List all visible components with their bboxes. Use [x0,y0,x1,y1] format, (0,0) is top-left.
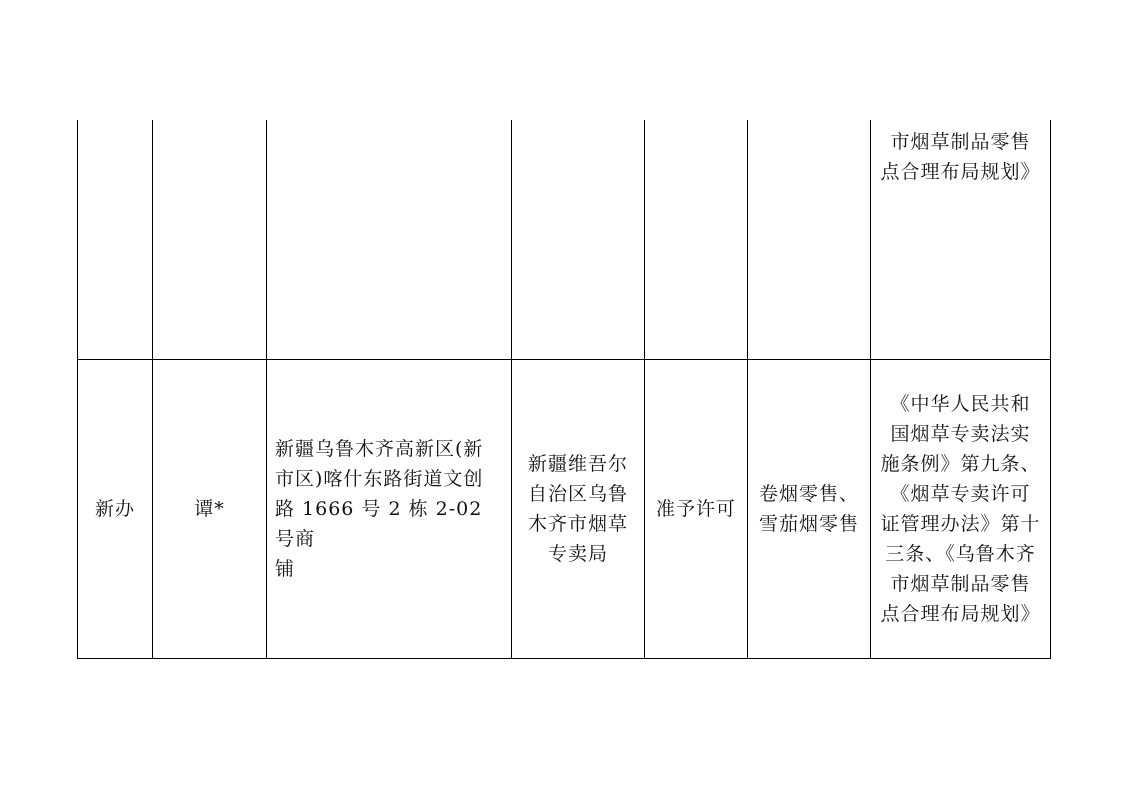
license-table [77,120,1051,659]
issuing-authority: 新疆维吾尔 自治区乌鲁 木齐市烟草 专卖局 [527,453,628,565]
table-border-right [1050,120,1051,659]
row2-type-cell [78,360,152,658]
application-type: 新办 [94,498,135,520]
table-border-bottom [77,658,1051,659]
row2-basis-cell [871,360,1050,658]
row2-authority-cell [512,360,644,658]
license-decision: 准予许可 [655,498,736,520]
row2-scope-cell [748,360,870,658]
row2-decision-cell [645,360,747,658]
applicant-name: 谭* [194,498,225,520]
business-scope: 卷烟零售、 雪茄烟零售 [758,483,859,535]
row2-address-cell [267,360,511,658]
legal-basis: 《中华人民共和 国烟草专卖法实 施条例》第九条、 《烟草专卖许可 证管理办法》第十 三条、《乌鲁木齐 市烟草制品零售 点合理布局规划》 [880,393,1041,625]
row1-basis-cell: 市烟草制品零售 点合理布局规划》 [880,131,1041,183]
business-address: 新疆乌鲁木齐高新区(新 市区)喀什东路街道文创 路 1666 号 2 栋 2-02 号商 铺 [275,438,484,580]
row2-name-cell [153,360,266,658]
